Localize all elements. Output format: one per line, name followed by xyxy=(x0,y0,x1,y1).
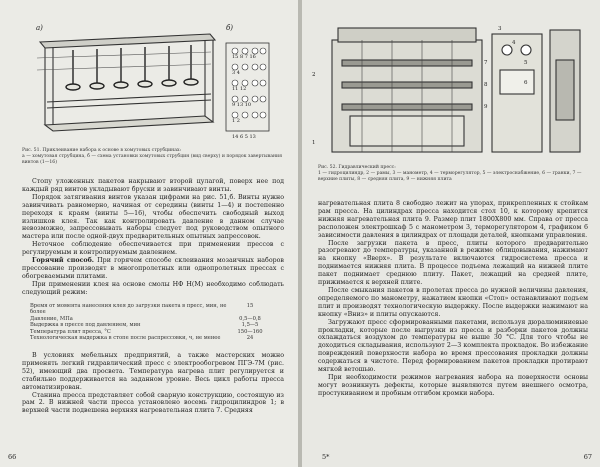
figure-52-caption xyxy=(318,165,588,183)
screw-numbers-row: 11 12 xyxy=(232,86,247,92)
screw-numbers-row: 9 13 10 xyxy=(232,102,252,108)
param-label: Температура плит пресса, °С xyxy=(30,328,111,335)
paragraph: Неточное соблюдение обеспечивается при применении прессов с регулируемым и контролируемым давлением. xyxy=(22,241,284,257)
press-label: 8 xyxy=(484,82,488,88)
screw-numbers-row: 3 4 xyxy=(232,70,240,76)
page-number: 67 xyxy=(583,453,592,461)
table-row xyxy=(30,303,272,316)
screw-numbers-row: 14 6 5 13 xyxy=(232,134,256,140)
paragraph: нагревательная плита 8 свободно лежит на упорах, прикрепленных к стойкам рам пресса. На цилиндрах пресса находится стол 10, к которому крепится нижняя нагревательная плита 9. Размер плит 1800Х800 мм. Справа от пресса расположен электрошкаф 5 с манометром 3, терморегулятором 4, графиком 6 зависимости давления в цилиндрах от площади деталей, кнопками управления. xyxy=(318,200,588,239)
param-label: Время от момента нанесения клея до загрузки пакета в пресс, мин, не более xyxy=(30,303,227,316)
right-text-block xyxy=(318,200,588,398)
press-label: 5 xyxy=(524,60,528,66)
press-label: 4 xyxy=(512,40,516,46)
left-text-block-2 xyxy=(22,352,284,415)
left-page xyxy=(0,0,298,467)
param-label: Выдержка в прессе под давлением, мин xyxy=(30,322,141,329)
section-heading: Горячий способ. xyxy=(32,257,94,265)
screw-number-list xyxy=(232,49,256,145)
signature-mark: 5* xyxy=(322,453,330,461)
paragraph: Стопу уложенных пакетов накрывают второй цулагой, поверх нее под каждый ряд винтов укладывают бруски и завинчивают винты. xyxy=(22,178,284,193)
param-value: 150—160 xyxy=(237,328,263,335)
hydraulic-press-drawing xyxy=(322,20,587,160)
screw-numbers-row: 1 2 xyxy=(232,118,240,124)
clamp-figure-drawing xyxy=(35,30,220,142)
press-label: 1 xyxy=(312,140,316,146)
right-page xyxy=(302,0,600,467)
param-label: Технологическая выдержка в стопе после распрессовки, ч, не менее xyxy=(30,335,221,342)
figure-51-legend: а — хомутовая струбцина, б — схема установки хомутовых струбцин (вид сверху) и порядок завертывания винтов (1—16) xyxy=(22,154,282,165)
figure-52-title: Рис. 52. Гидравлический пресс: xyxy=(318,165,396,170)
paragraph: Загружают пресс сформированными пакетами, используя дюралюминиевые прокладки, которые после выгрузки из пресса и разборки пакетов должны охлаждаться воздухом до температуры не выше 30 °С. Для того чтобы не доходиться складывания, используют 2—3 комплекта прокладок. Во избежание повреждений поверхности набора во время прессования прокладки должны содержаться в чистоте. Перед формированием пакетов прокладки протирают мягкой ветошью. xyxy=(318,318,588,374)
figure-52-legend: 1 — гидроцилиндр, 2 — рамы, 3 — манометр, 4 — терморегулятор, 5 — электроснабжение, 6 — гранки, 7 — верхние плиты, 8 — средняя плита, 9 — нижняя плита xyxy=(318,171,582,182)
fig-b-label: б) xyxy=(226,24,234,32)
param-value: 15 xyxy=(246,303,254,309)
paragraph: После загрузки пакета в пресс, плиты которого предварительно разогревают до температуры, указанной в режиме облицовывания, нажимают на кнопку «Вверх». В результате включаются гидросистема пресса и поднимается нижняя плита. В процессе подъема лежащий на нижней плите пакет поднимает среднюю плиту. Пакет, лежащий на средней плите, прижимается к верхней плите. xyxy=(318,239,588,287)
fig-a-label: а) xyxy=(36,24,43,32)
press-label: 6 xyxy=(524,80,528,86)
figure-51-caption xyxy=(22,148,284,166)
paragraph-text: При горячем способе склеивания мозаичных наборов прессование производят в многопролетных или однопролетных прессах с обогреваемыми плитами. xyxy=(22,257,284,280)
press-label: 3 xyxy=(498,26,502,32)
paragraph: При применении клея на основе смолы НФ Н(М) необходимо соблюдать следующий режим: xyxy=(22,280,284,296)
paragraph: Станина пресса представляет собой сварную конструкцию, состоящую из рам 2. В нижней части пресса установлено восемь гидроцилиндров 1; в верхней части подвешена верхняя нагревательная плита 7. Средняя xyxy=(22,391,284,415)
param-value: 0,5—0,8 xyxy=(239,315,261,322)
paragraph: В условиях мебельных предприятий, а также мастерских можно применять легкий гидравлический пресс с электрообогревом ПГЭ-7М (рис. 52), имеющий два просвета. Температура нагрева плит регулируется и стабильно поддерживается на заданном уровне. Весь цикл работы пресса автоматизирован. xyxy=(22,352,284,391)
paragraph: При необходимости режимов нагревания набора на поверхности основы могут возникнуть дефекты, которые выявляются путем внешнего осмотра, простукиванием и пробным отгибом кромки набора. xyxy=(318,373,588,397)
paragraph xyxy=(22,257,284,281)
param-label: Давление, МПа xyxy=(30,315,73,322)
screw-numbers-row: 15 8 7 16 xyxy=(232,54,256,60)
paragraph: После смыкания пакетов в пролетах пресса до нужной величины давления, определяемого по манометру, нажатием кнопки «Стоп» останавливают подъем плит и производят технологическую выдержку. После выдержки нажимают на кнопку «Вниз» и плиты опускаются. xyxy=(318,286,588,318)
figure-51-title: Рис. 51. Приклеивание набора к основе в хомутовых струбцинах: xyxy=(22,148,182,153)
param-value: 24 xyxy=(246,335,254,342)
param-value: 1,5—5 xyxy=(241,322,259,329)
table-row xyxy=(30,335,272,341)
page-number: 66 xyxy=(8,453,17,461)
press-label: 2 xyxy=(312,72,316,78)
left-text-block-1 xyxy=(22,178,284,297)
press-mode-table xyxy=(30,303,272,341)
press-label: 7 xyxy=(484,60,488,66)
paragraph: Порядок затягивания винтов указан цифрами на рис. 51,б. Винты нужно завинчивать равномерно, начиная от середины (винты 1—4) и постепенно переходя к краям (винты 5—16), чтобы обеспечить свободный выход излишков клея. Так как контролировать давление в данном случае невозможно, запрессовывать наборы следует под руководством опытного мастера или после одной-двух предварительных опытных запрессовок. xyxy=(22,193,284,241)
press-label: 9 xyxy=(484,104,488,110)
